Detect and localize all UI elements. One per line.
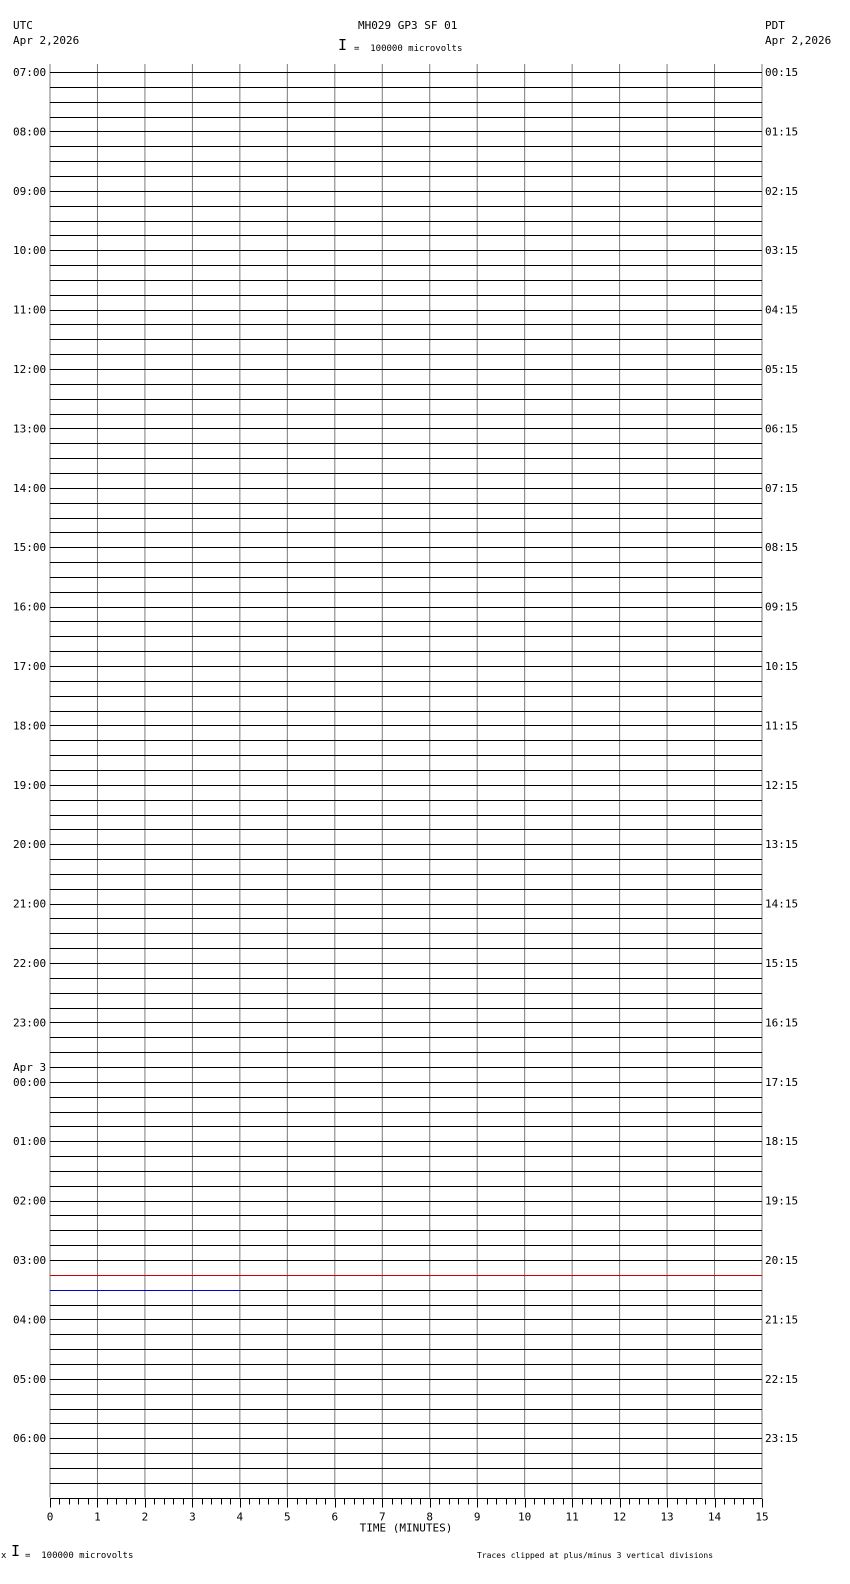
pdt-hour-label: 00:15 [765,66,799,79]
pdt-hour-label: 09:15 [765,600,799,614]
footer-scale-prefix: x [1,1551,7,1561]
utc-hour-label: 10:00 [13,244,47,258]
pdt-hour-label: 23:15 [765,1432,799,1446]
clip-note: Traces clipped at plus/minus 3 vertical divisions [477,1551,714,1560]
utc-hour-label: 07:00 [13,66,47,79]
footer-scale-text: = 100000 microvolts [25,1551,134,1561]
scale-bar-icon: I [338,36,348,54]
utc-hour-label: 11:00 [13,303,47,317]
pdt-hour-label: 01:15 [765,125,799,139]
pdt-hour-label: 18:15 [765,1135,799,1149]
pdt-hour-label: 12:15 [765,778,799,792]
station-title: MH029 GP3 SF 01 [358,19,458,32]
x-tick-label: 12 [612,1510,627,1524]
x-tick-label: 6 [331,1510,339,1524]
utc-hour-label: 18:00 [13,719,47,733]
utc-hour-label: 04:00 [13,1313,47,1327]
pdt-hour-label: 11:15 [765,719,799,733]
utc-hour-label: 21:00 [13,897,47,911]
x-tick-label: 7 [378,1510,386,1524]
utc-hour-label: 06:00 [13,1432,47,1446]
pdt-hour-label: 19:15 [765,1194,799,1208]
x-tick-label: 3 [189,1510,196,1524]
utc-hour-label: 16:00 [13,600,47,614]
utc-label: UTC [13,19,33,32]
date-change-label: Apr 3 [13,1060,47,1074]
utc-hour-label: 09:00 [13,184,47,198]
scale-text: = 100000 microvolts [354,44,463,54]
pdt-hour-label: 22:15 [765,1372,799,1386]
utc-hour-label: 23:00 [13,1016,47,1030]
pdt-hour-label: 14:15 [765,897,799,911]
utc-hour-label: 22:00 [13,957,47,970]
utc-date: Apr 2,2026 [13,34,80,47]
pdt-hour-label: 16:15 [765,1016,799,1030]
pdt-hour-label: 05:15 [765,363,799,376]
x-tick-label: 1 [94,1510,101,1524]
footer-scale-bar-icon: I [11,1542,21,1560]
x-tick-label: 8 [426,1510,434,1524]
utc-hour-label: 03:00 [13,1254,47,1267]
pdt-hour-label: 07:15 [765,481,799,495]
utc-hour-label: 17:00 [13,660,47,673]
pdt-hour-label: 06:15 [765,422,799,436]
x-tick-label: 9 [473,1510,481,1524]
pdt-hour-label: 04:15 [765,303,799,317]
x-tick-label: 10 [518,1510,532,1524]
x-tick-label: 14 [707,1510,722,1524]
pdt-hour-label: 08:15 [765,541,799,555]
pdt-hour-label: 15:15 [765,957,799,970]
pdt-hour-label: 03:15 [765,244,799,258]
x-tick-label: 15 [755,1510,769,1524]
utc-hour-label: 00:00 [13,1075,47,1089]
pdt-date: Apr 2,2026 [765,34,832,47]
x-tick-label: 4 [236,1510,244,1524]
pdt-hour-label: 17:15 [765,1075,799,1089]
pdt-hour-label: 13:15 [765,838,799,852]
x-tick-label: 0 [46,1510,54,1524]
pdt-hour-label: 20:15 [765,1254,799,1267]
utc-hour-label: 14:00 [13,481,47,495]
x-axis-label: TIME (MINUTES) [359,1521,453,1535]
utc-hour-label: 12:00 [13,363,47,376]
utc-hour-label: 15:00 [13,541,47,555]
utc-hour-label: 02:00 [13,1194,47,1208]
pdt-label: PDT [765,19,785,32]
x-tick-label: 13 [660,1510,674,1524]
utc-hour-label: 08:00 [13,125,47,139]
utc-hour-label: 05:00 [13,1372,47,1386]
utc-hour-label: 19:00 [13,778,47,792]
utc-hour-label: 20:00 [13,838,47,852]
x-tick-label: 5 [284,1510,291,1524]
x-tick-label: 2 [141,1510,149,1524]
utc-hour-label: 01:00 [13,1135,47,1149]
pdt-hour-label: 02:15 [765,184,799,198]
x-tick-label: 11 [565,1510,579,1524]
utc-hour-label: 13:00 [13,422,47,436]
pdt-hour-label: 10:15 [765,660,799,673]
pdt-hour-label: 21:15 [765,1313,799,1327]
